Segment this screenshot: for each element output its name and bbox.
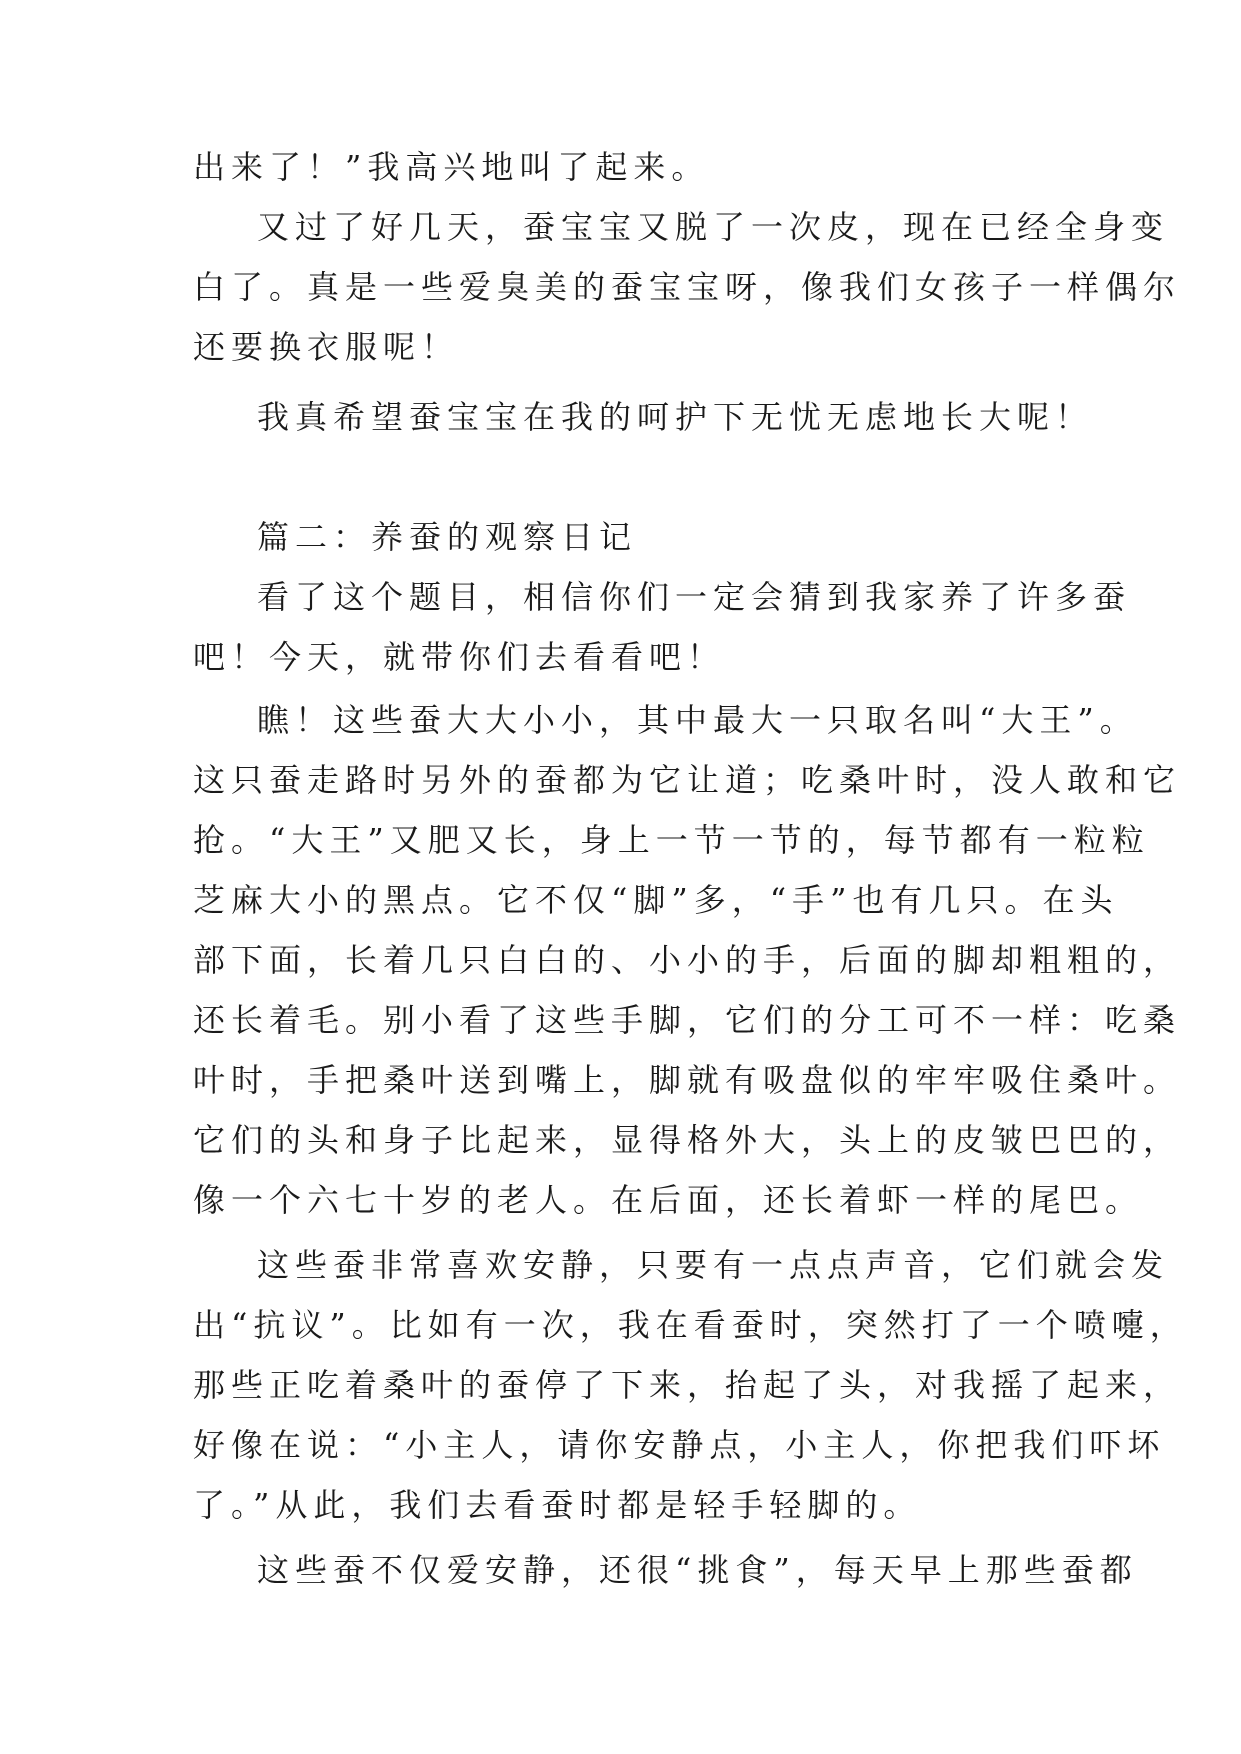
text-line: 芝麻大小的黑点。它不仅“脚”多，“手”也有几只。在头 xyxy=(193,881,1119,919)
paragraph-start-line: 看了这个题目，相信你们一定会猜到我家养了许多蚕 xyxy=(257,578,1132,616)
text-line: 抢。“大王”又肥又长，身上一节一节的，每节都有一粒粒 xyxy=(193,821,1150,859)
text-line: 部下面，长着几只白白的、小小的手，后面的脚却粗粗的， xyxy=(193,941,1182,979)
text-line: 吧！今天，就带你们去看看吧！ xyxy=(193,638,726,676)
paragraph-start-line: 瞧！这些蚕大大小小，其中最大一只取名叫“大王”。 xyxy=(257,701,1138,739)
text-line: 还长着毛。别小看了这些手脚，它们的分工可不一样：吃桑 xyxy=(193,1001,1182,1039)
paragraph-start-line: 这些蚕非常喜欢安静，只要有一点点声音，它们就会发 xyxy=(257,1246,1170,1284)
text-line: 那些正吃着桑叶的蚕停了下来，抬起了头，对我摇了起来， xyxy=(193,1366,1182,1404)
text-line: 出来了！”我高兴地叫了起来。 xyxy=(193,148,710,186)
text-line: 叶时，手把桑叶送到嘴上，脚就有吸盘似的牢牢吸住桑叶。 xyxy=(193,1061,1182,1099)
text-line: 好像在说：“小主人，请你安静点，小主人，你把我们吓坏 xyxy=(193,1426,1166,1464)
text-line: 出“抗议”。比如有一次，我在看蚕时，突然打了一个喷嚏， xyxy=(193,1306,1188,1344)
section-heading: 篇二：养蚕的观察日记 xyxy=(257,518,638,556)
paragraph-start-line: 这些蚕不仅爱安静，还很“挑食”，每天早上那些蚕都 xyxy=(257,1551,1138,1589)
text-line: 白了。真是一些爱臭美的蚕宝宝呀，像我们女孩子一样偶尔 xyxy=(193,268,1182,306)
text-line: 还要换衣服呢！ xyxy=(193,328,460,366)
paragraph-start-line: 我真希望蚕宝宝在我的呵护下无忧无虑地长大呢！ xyxy=(257,398,1094,436)
text-line: 它们的头和身子比起来，显得格外大，头上的皮皱巴巴的， xyxy=(193,1121,1182,1159)
text-line: 这只蚕走路时另外的蚕都为它让道；吃桑叶时，没人敢和它 xyxy=(193,761,1182,799)
text-line: 了。”从此，我们去看蚕时都是轻手轻脚的。 xyxy=(193,1486,922,1524)
text-line: 像一个六七十岁的老人。在后面，还长着虾一样的尾巴。 xyxy=(193,1181,1144,1219)
paragraph-start-line: 又过了好几天，蚕宝宝又脱了一次皮，现在已经全身变 xyxy=(257,208,1170,246)
